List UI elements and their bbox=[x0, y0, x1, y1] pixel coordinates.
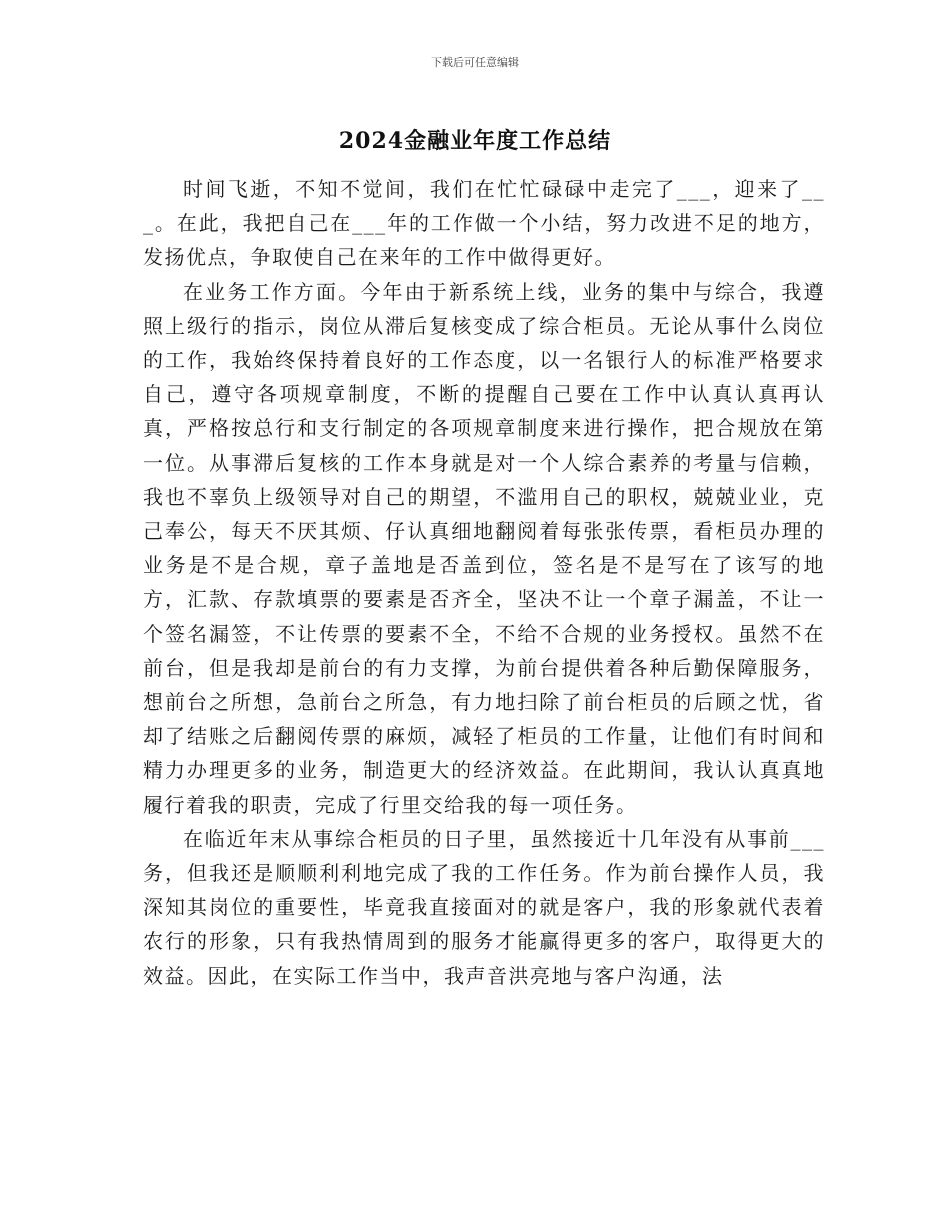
header-note: 下载后可任意编辑 bbox=[431, 56, 519, 69]
paragraph-counter-work: 在临近年末从事综合柜员的日子里，虽然接近十几年没有从事前___务，但我还是顺顺利利地完成了我的工作任务。作为前台操作人员，我深知其岗位的重要性，毕竟我直接面对的就是客户，我的形象就代表着农行的形象，只有我热情周到的服务才能赢得更多的客户，取得更大的效益。因此，在实际工作当中，我声音洪亮地与客户沟通，法 bbox=[143, 826, 825, 988]
paragraph-business-work: 在业务工作方面。今年由于新系统上线，业务的集中与综合，我遵照上级行的指示，岗位从滞后复核变成了综合柜员。无论从事什么岗位的工作，我始终保持着良好的工作态度，以一名银行人的标准严格要求自己，遵守各项规章制度，不断的提醒自己要在工作中认真认真再认真，严格按总行和支行制定的各项规章制度来进行操作，把合规放在第一位。从事滞后复核的工作本身就是对一个人综合素养的考量与信赖，我也不辜负上级领导对自己的期望，不滥用自己的职权，兢兢业业，克己奉公，每天不厌其烦、仔认真细地翻阅着每张张传票，看柜员办理的业务是不是合规，章子盖地是否盖到位，签名是不是写在了该写的地方，汇款、存款填票的要素是否齐全，坚决不让一个章子漏盖，不让一个签名漏签，不让传票的要素不全，不给不合规的业务授权。虽然不在前台，但是我却是前台的有力支撑，为前台提供着各种后勤保障服务，想前台之所想，急前台之所急，有力地扫除了前台柜员的后顾之忧，省却了结账之后翻阅传票的麻烦，减轻了柜员的工作量，让他们有时间和精力办理更多的业务，制造更大的经济效益。在此期间，我认认真真地履行着我的职责，完成了行里交给我的每一项任务。 bbox=[143, 279, 825, 817]
paragraph-intro: 时间飞逝，不知不觉间，我们在忙忙碌碌中走完了___，迎来了___。在此，我把自己在___年的工作做一个小结，努力改进不足的地方，发扬优点，争取使自己在来年的工作中做得更好。 bbox=[143, 177, 825, 270]
document-body bbox=[143, 172, 825, 993]
document-title: 2024金融业年度工作总结 bbox=[338, 128, 612, 154]
